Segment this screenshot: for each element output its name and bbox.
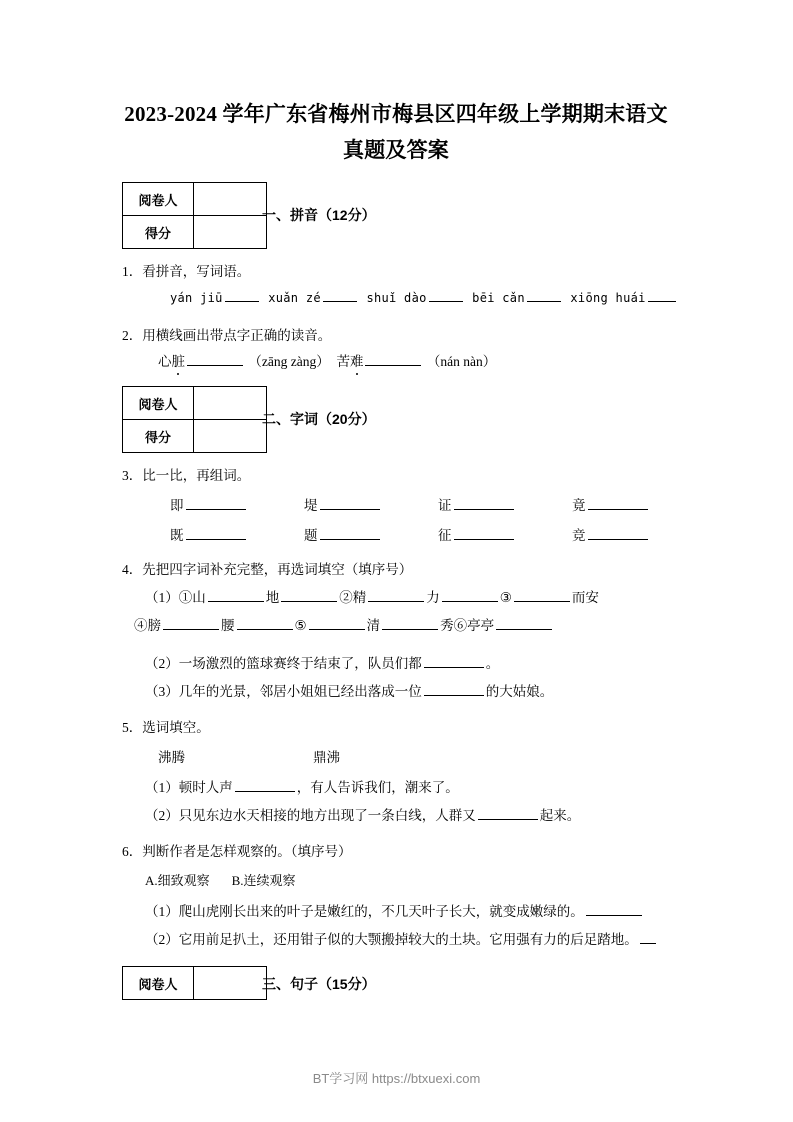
q3-cell	[572, 524, 706, 544]
question-5-sub-1	[145, 778, 459, 798]
q3-cell	[304, 494, 438, 514]
answer-blank[interactable]	[163, 616, 219, 630]
answer-blank[interactable]	[235, 778, 295, 792]
q3-char: 竞	[572, 528, 586, 543]
table-row	[123, 387, 267, 420]
answer-blank[interactable]	[225, 288, 259, 302]
question-4-sub-3	[145, 682, 553, 702]
answer-blank[interactable]	[187, 352, 243, 366]
answer-blank[interactable]	[365, 352, 421, 366]
q6-choice-b[interactable]: B.连续观察	[231, 873, 296, 888]
section-heading-1: 一、拼音（12分）	[262, 207, 376, 223]
answer-blank[interactable]	[640, 930, 656, 944]
question-2-prompt: 2．用横线画出带点字正确的读音。	[122, 328, 332, 343]
answer-blank[interactable]	[320, 526, 380, 540]
q4-sub2-text: （2）一场激烈的篮球赛终于结束了，队员们都	[145, 656, 422, 671]
q6-choice-a[interactable]: A.细致观察	[145, 873, 210, 888]
q3-cell	[438, 494, 572, 514]
score-box-section-2	[122, 386, 267, 453]
answer-blank[interactable]	[648, 288, 676, 302]
answer-blank[interactable]	[424, 654, 484, 668]
pinyin-item-3: shuǐ dào	[366, 291, 427, 305]
q4-l2-d: 清	[366, 618, 381, 633]
answer-blank[interactable]	[424, 682, 484, 696]
answer-blank[interactable]	[368, 588, 424, 602]
answer-blank[interactable]	[186, 496, 246, 510]
answer-blank[interactable]	[588, 496, 648, 510]
score-value-cell[interactable]	[194, 216, 267, 249]
answer-blank[interactable]	[514, 588, 570, 602]
q3-char: 题	[304, 528, 318, 543]
q4-l2-a: ④膀	[134, 618, 161, 633]
reviewer-label: 阅卷人	[123, 183, 194, 216]
q4-sub3-tail: 的大姑娘。	[485, 684, 554, 699]
pinyin-item-1: yán jiū	[170, 291, 223, 305]
q5-sub2-b: 起来。	[539, 808, 581, 823]
q5-option-1: 沸腾	[158, 750, 185, 765]
q5-sub1-b: ，有人告诉我们，潮来了。	[296, 780, 459, 795]
q4-l1-c: ②精	[339, 590, 367, 605]
table-row	[123, 420, 267, 453]
score-box-section-1	[122, 182, 267, 249]
q2-options-1: （zāng zàng）	[248, 354, 330, 369]
section-heading-3: 三、句子（15分）	[262, 976, 376, 992]
score-label: 得分	[123, 420, 194, 453]
score-value-cell[interactable]	[194, 420, 267, 453]
question-6-choices	[145, 870, 296, 889]
answer-blank[interactable]	[454, 496, 514, 510]
answer-blank[interactable]	[496, 616, 552, 630]
pinyin-item-5: xiōng huái	[570, 291, 646, 305]
question-6-sub-1	[145, 902, 644, 922]
q4-l1-a: （1）①山	[145, 590, 206, 605]
q2-word-2-head: 苦	[336, 354, 350, 369]
question-3-prompt: 3．比一比，再组词。	[122, 468, 251, 483]
q4-l1-d: 力	[426, 590, 440, 605]
answer-blank[interactable]	[527, 288, 561, 302]
answer-blank[interactable]	[382, 616, 438, 630]
score-label: 得分	[123, 216, 194, 249]
answer-blank[interactable]	[442, 588, 498, 602]
q3-cell	[170, 524, 304, 544]
q4-sub2-tail: 。	[485, 656, 500, 671]
q5-sub2-a: （2）只见东边水天相接的地方出现了一条白线，人群又	[145, 808, 476, 823]
question-6-prompt: 6．判断作者是怎样观察的。（填序号）	[122, 844, 352, 859]
q2-options-2: （nán nàn）	[426, 354, 497, 369]
page-title-line-2: 真题及答案	[343, 138, 449, 162]
answer-blank[interactable]	[208, 588, 264, 602]
table-row	[123, 183, 267, 216]
section-heading-2: 二、字词（20分）	[262, 411, 376, 427]
q4-l1-f: 而安	[571, 590, 599, 605]
q3-cell	[304, 524, 438, 544]
question-5-word-bank	[158, 746, 340, 766]
footer-watermark: BT学习网 https://btxuexi.com	[312, 1071, 481, 1086]
answer-blank[interactable]	[454, 526, 514, 540]
q3-char: 即	[170, 498, 184, 513]
reviewer-value-cell[interactable]	[194, 967, 267, 1000]
q6-sub2-text: （2）它用前足扒土，还用钳子似的大颚搬掉较大的土块。它用强有力的后足踏地。	[145, 932, 638, 947]
answer-blank[interactable]	[478, 806, 538, 820]
answer-blank[interactable]	[186, 526, 246, 540]
answer-blank[interactable]	[588, 526, 648, 540]
table-row	[123, 967, 267, 1000]
question-2-items	[158, 352, 496, 372]
page-title	[96, 96, 696, 168]
q3-char: 既	[170, 528, 184, 543]
q5-option-2: 鼎沸	[313, 750, 340, 765]
q3-cell	[438, 524, 572, 544]
q2-dotted-char-2: 难	[350, 352, 364, 372]
answer-blank[interactable]	[586, 902, 642, 916]
q6-sub1-text: （1）爬山虎刚长出来的叶子是嫩红的，不几天叶子长大，就变成嫩绿的。	[145, 904, 584, 919]
question-5-prompt: 5．选词填空。	[122, 720, 210, 735]
reviewer-value-cell[interactable]	[194, 387, 267, 420]
question-6-sub-2	[145, 930, 658, 950]
question-4-idiom-line-1	[145, 588, 599, 608]
q5-sub1-a: （1）顿时人声	[145, 780, 233, 795]
q3-char: 堤	[304, 498, 318, 513]
q2-dotted-char-1: 脏	[172, 352, 186, 372]
reviewer-label: 阅卷人	[123, 387, 194, 420]
question-5-sub-2	[145, 806, 580, 826]
q4-l1-e: ③	[499, 590, 512, 605]
q4-l1-b: 地	[265, 590, 280, 605]
pinyin-item-4: bēi cǎn	[472, 291, 525, 305]
reviewer-value-cell[interactable]	[194, 183, 267, 216]
answer-blank[interactable]	[323, 288, 357, 302]
q3-char: 证	[438, 498, 452, 513]
question-4-sub-2	[145, 654, 499, 674]
q4-l2-b: 腰	[221, 618, 235, 633]
score-box-section-3	[122, 966, 267, 1000]
q3-cell	[572, 494, 706, 514]
q4-l2-e: 秀⑥亭亭	[440, 618, 495, 633]
question-4-prompt: 4．先把四字词补充完整，再选词填空（填序号）	[122, 562, 413, 577]
question-3-row-1	[170, 494, 706, 514]
pinyin-item-2: xuǎn zé	[268, 291, 321, 305]
answer-blank[interactable]	[281, 588, 337, 602]
answer-blank[interactable]	[309, 616, 365, 630]
answer-blank[interactable]	[429, 288, 463, 302]
q3-char: 征	[438, 528, 452, 543]
reviewer-label: 阅卷人	[123, 967, 194, 1000]
q3-cell	[170, 494, 304, 514]
page-title-line-1: 2023-2024 学年广东省梅州市梅县区四年级上学期期末语文	[124, 102, 668, 126]
q3-char: 竟	[572, 498, 586, 513]
q4-sub3-text: （3）几年的光景，邻居小姐姐已经出落成一位	[145, 684, 422, 699]
answer-blank[interactable]	[237, 616, 293, 630]
table-row	[123, 216, 267, 249]
answer-blank[interactable]	[320, 496, 380, 510]
q4-l2-c: ⑤	[294, 618, 307, 633]
question-4-idiom-line-2	[134, 616, 554, 636]
q2-word-1-head: 心	[158, 354, 172, 369]
question-1-prompt: 1．看拼音，写词语。	[122, 264, 251, 279]
question-1-pinyin-row	[170, 288, 678, 305]
question-3-row-2	[170, 524, 706, 544]
